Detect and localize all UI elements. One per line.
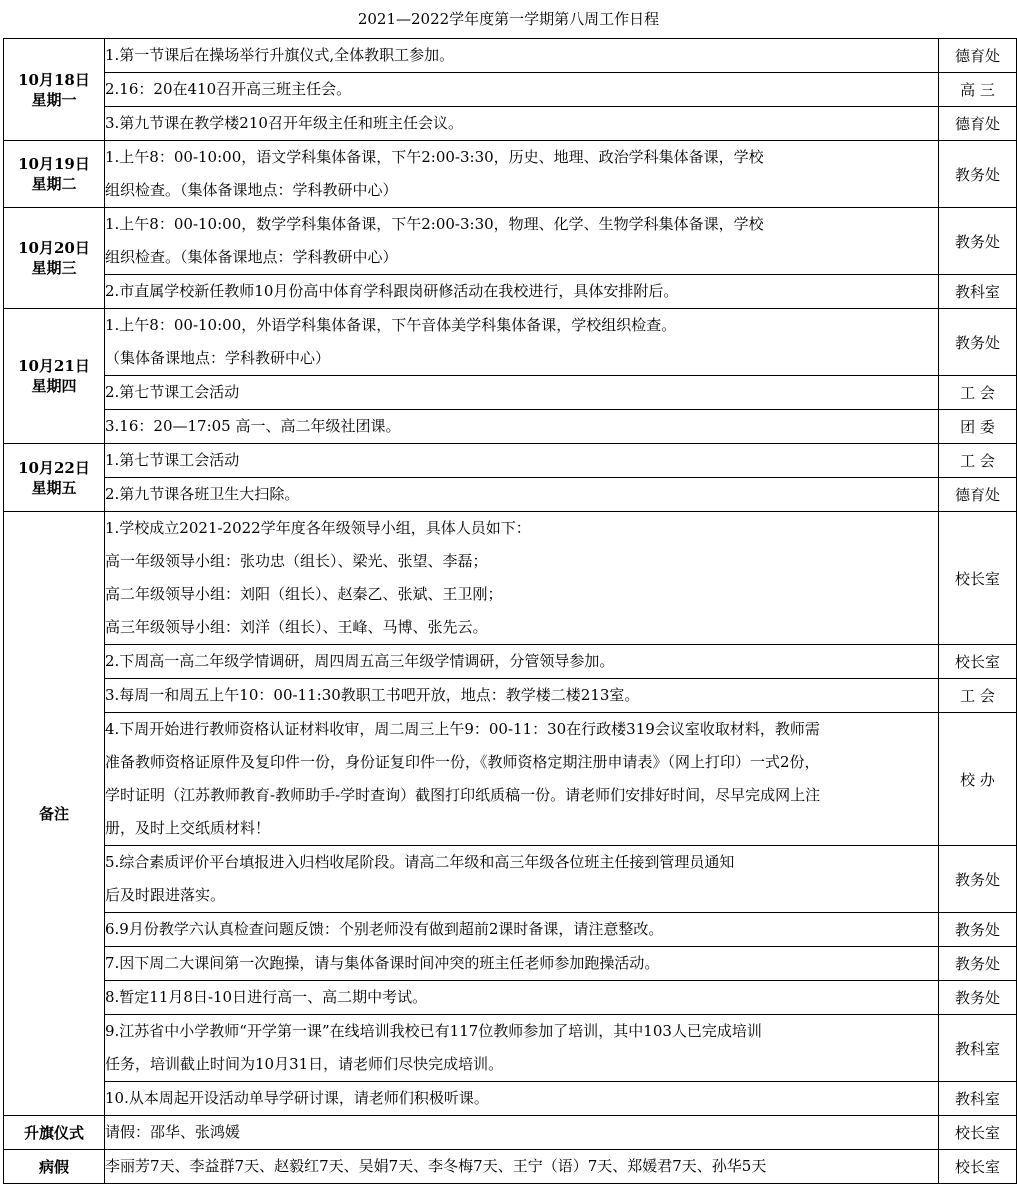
item-line: 3.16：20—17:05 高一、高二年级社团课。 bbox=[105, 417, 401, 435]
item-line: 2.下周高一高二年级学情调研，周四周五高三年级学情调研，分管领导参加。 bbox=[105, 652, 615, 670]
item-line: （集体备课地点：学科教研中心） bbox=[105, 349, 331, 367]
weekday-label: 星期四 bbox=[31, 377, 77, 395]
department-cell: 教务处 bbox=[939, 309, 1017, 376]
date-label: 10月19日 bbox=[18, 155, 90, 173]
item-line: 高二年级领导小组：刘阳（组长）、赵秦乙、张斌、王卫刚； bbox=[105, 585, 503, 603]
item-text bbox=[105, 913, 939, 947]
date-label: 10月20日 bbox=[18, 239, 90, 257]
schedule-row bbox=[4, 376, 1017, 410]
item-text bbox=[105, 309, 939, 376]
note-row bbox=[4, 913, 1017, 947]
weekday-label: 星期一 bbox=[31, 90, 77, 109]
item-line: 李丽芳7天、李益群7天、赵毅红7天、吴娟7天、李冬梅7天、王宁（语）7天、郑媛君7天、孙华5天 bbox=[105, 1157, 767, 1175]
weekday-label: 星期五 bbox=[31, 478, 77, 497]
item-text bbox=[105, 981, 939, 1015]
department-cell: 教务处 bbox=[939, 981, 1017, 1015]
department-cell: 团 委 bbox=[939, 410, 1017, 444]
item-line: 组织检查。（集体备课地点：学科教研中心） bbox=[105, 181, 398, 199]
date-label: 10月18日 bbox=[18, 70, 90, 89]
day-cell bbox=[4, 141, 105, 208]
item-text bbox=[105, 1116, 939, 1150]
note-row bbox=[4, 713, 1017, 846]
item-text bbox=[105, 846, 939, 913]
schedule-row bbox=[4, 444, 1017, 478]
item-text bbox=[105, 73, 939, 107]
weekday-label: 星期二 bbox=[31, 175, 77, 193]
schedule-row bbox=[4, 39, 1017, 73]
department-cell: 教科室 bbox=[939, 1015, 1017, 1082]
item-line: 3.每周一和周五上午10：00-11:30教职工书吧开放，地点：教学楼二楼213室。 bbox=[105, 686, 640, 704]
item-text bbox=[105, 645, 939, 679]
department-cell: 德育处 bbox=[939, 107, 1017, 141]
note-row bbox=[4, 679, 1017, 713]
department-cell: 工 会 bbox=[939, 679, 1017, 713]
department-cell: 教务处 bbox=[939, 846, 1017, 913]
department-cell: 高 三 bbox=[939, 73, 1017, 107]
item-line: 2.第九节课各班卫生大扫除。 bbox=[105, 485, 300, 503]
item-text bbox=[105, 1015, 939, 1082]
item-line: 2.第七节课工会活动 bbox=[105, 383, 240, 401]
item-line: 高一年级领导小组：张功忠（组长）、梁光、张望、李磊； bbox=[105, 552, 488, 570]
schedule-row bbox=[4, 73, 1017, 107]
department-cell: 教务处 bbox=[939, 947, 1017, 981]
item-line: 9.江苏省中小学教师“开学第一课”在线培训我校已有117位教师参加了培训，其中103人已完成培训 bbox=[105, 1022, 762, 1040]
item-line: 后及时跟进落实。 bbox=[105, 886, 226, 904]
department-cell: 校长室 bbox=[939, 512, 1017, 645]
item-text bbox=[105, 107, 939, 141]
item-text bbox=[105, 410, 939, 444]
schedule-table bbox=[3, 38, 1017, 1184]
date-label: 升旗仪式 bbox=[23, 1123, 84, 1142]
department-cell: 德育处 bbox=[939, 478, 1017, 512]
item-text bbox=[105, 679, 939, 713]
item-text bbox=[105, 275, 939, 309]
day-cell bbox=[4, 208, 105, 309]
department-cell: 教务处 bbox=[939, 208, 1017, 275]
item-line: 6.9月份教学六认真检查问题反馈：个别老师没有做到超前2课时备课，请注意整改。 bbox=[105, 920, 664, 938]
item-text bbox=[105, 947, 939, 981]
item-text bbox=[105, 1082, 939, 1116]
date-label: 备注 bbox=[38, 804, 69, 823]
item-text bbox=[105, 376, 939, 410]
department-cell: 校长室 bbox=[939, 1150, 1017, 1184]
note-row bbox=[4, 846, 1017, 913]
item-line: 1.学校成立2021-2022学年度各年级领导小组，具体人员如下： bbox=[105, 519, 531, 537]
item-text bbox=[105, 478, 939, 512]
date-label: 10月22日 bbox=[18, 458, 90, 477]
item-line: 1.上午8：00-10:00，外语学科集体备课，下午音体美学科集体备课，学校组织检查。 bbox=[105, 316, 677, 334]
schedule-row bbox=[4, 141, 1017, 208]
item-line: 册，及时上交纸质材料！ bbox=[105, 819, 271, 837]
item-line: 请假：邵华、张鸿媛 bbox=[105, 1123, 241, 1141]
item-line: 10.从本周起开设活动单导学研讨课，请老师们积极听课。 bbox=[105, 1089, 489, 1107]
department-cell: 教务处 bbox=[939, 913, 1017, 947]
department-cell: 教务处 bbox=[939, 141, 1017, 208]
schedule-row bbox=[4, 478, 1017, 512]
item-line: 1.上午8：00-10:00，数学学科集体备课，下午2:00-3:30，物理、化学、生物学科集体备课，学校 bbox=[105, 215, 764, 233]
item-text bbox=[105, 208, 939, 275]
date-label: 病假 bbox=[38, 1157, 69, 1176]
department-cell: 工 会 bbox=[939, 444, 1017, 478]
sick-leave-row bbox=[4, 1150, 1017, 1184]
item-line: 5.综合素质评价平台填报进入归档收尾阶段。请高二年级和高三年级各位班主任接到管理员通知 bbox=[105, 853, 735, 871]
item-line: 2.16：20在410召开高三班主任会。 bbox=[105, 80, 352, 98]
department-cell: 教科室 bbox=[939, 1082, 1017, 1116]
item-line: 1.第一节课后在操场举行升旗仪式,全体教职工参加。 bbox=[105, 46, 455, 64]
item-text bbox=[105, 1150, 939, 1184]
note-row bbox=[4, 512, 1017, 645]
item-line: 任务，培训截止时间为10月31日，请老师们尽快完成培训。 bbox=[105, 1055, 504, 1073]
schedule-row bbox=[4, 275, 1017, 309]
item-line: 3.第九节课在教学楼210召开年级主任和班主任会议。 bbox=[105, 114, 463, 132]
item-line: 准备教师资格证原件及复印件一份，身份证复印件一份，《教师资格定期注册申请表》（网上打印）一式2份， bbox=[105, 753, 820, 771]
department-cell: 德育处 bbox=[939, 39, 1017, 73]
item-line: 2.市直属学校新任教师10月份高中体育学科跟岗研修活动在我校进行，具体安排附后。 bbox=[105, 282, 679, 300]
department-cell: 校 办 bbox=[939, 713, 1017, 846]
schedule-row bbox=[4, 309, 1017, 376]
item-text bbox=[105, 39, 939, 73]
day-cell bbox=[4, 1150, 105, 1184]
item-line: 1.第七节课工会活动 bbox=[105, 451, 240, 469]
item-text bbox=[105, 141, 939, 208]
weekday-label: 星期三 bbox=[31, 259, 77, 277]
day-cell bbox=[4, 512, 105, 1116]
item-line: 学时证明（江苏教师教育-教师助手-学时查询）截图打印纸质稿一份。请老师们安排好时间，尽早完成网上注 bbox=[105, 786, 821, 804]
department-cell: 校长室 bbox=[939, 1116, 1017, 1150]
schedule-row bbox=[4, 107, 1017, 141]
day-cell bbox=[4, 309, 105, 444]
note-row bbox=[4, 1015, 1017, 1082]
item-line: 1.上午8：00-10:00，语文学科集体备课，下午2:00-3:30，历史、地理、政治学科集体备课，学校 bbox=[105, 148, 764, 166]
note-row bbox=[4, 1082, 1017, 1116]
day-cell bbox=[4, 39, 105, 141]
schedule-row bbox=[4, 410, 1017, 444]
date-label: 10月21日 bbox=[18, 357, 90, 375]
note-row bbox=[4, 645, 1017, 679]
item-line: 4.下周开始进行教师资格认证材料收审，周二周三上午9：00-11：30在行政楼319会议室收取材料，教师需 bbox=[105, 720, 820, 738]
schedule-row bbox=[4, 208, 1017, 275]
department-cell: 校长室 bbox=[939, 645, 1017, 679]
item-line: 组织检查。（集体备课地点：学科教研中心） bbox=[105, 248, 398, 266]
item-text bbox=[105, 512, 939, 645]
day-cell bbox=[4, 444, 105, 512]
item-line: 8.暂定11月8日-10日进行高一、高二期中考试。 bbox=[105, 988, 428, 1006]
item-line: 高三年级领导小组：刘洋（组长）、王峰、马博、张先云。 bbox=[105, 618, 488, 636]
item-text bbox=[105, 444, 939, 478]
department-cell: 教科室 bbox=[939, 275, 1017, 309]
note-row bbox=[4, 981, 1017, 1015]
day-cell bbox=[4, 1116, 105, 1150]
department-cell: 工 会 bbox=[939, 376, 1017, 410]
item-line: 7.因下周二大课间第一次跑操，请与集体备课时间冲突的班主任老师参加跑操活动。 bbox=[105, 954, 660, 972]
note-row bbox=[4, 947, 1017, 981]
flag-row bbox=[4, 1116, 1017, 1150]
page-title: 2021—2022学年度第一学期第八周工作日程 bbox=[357, 10, 660, 28]
item-text bbox=[105, 713, 939, 846]
